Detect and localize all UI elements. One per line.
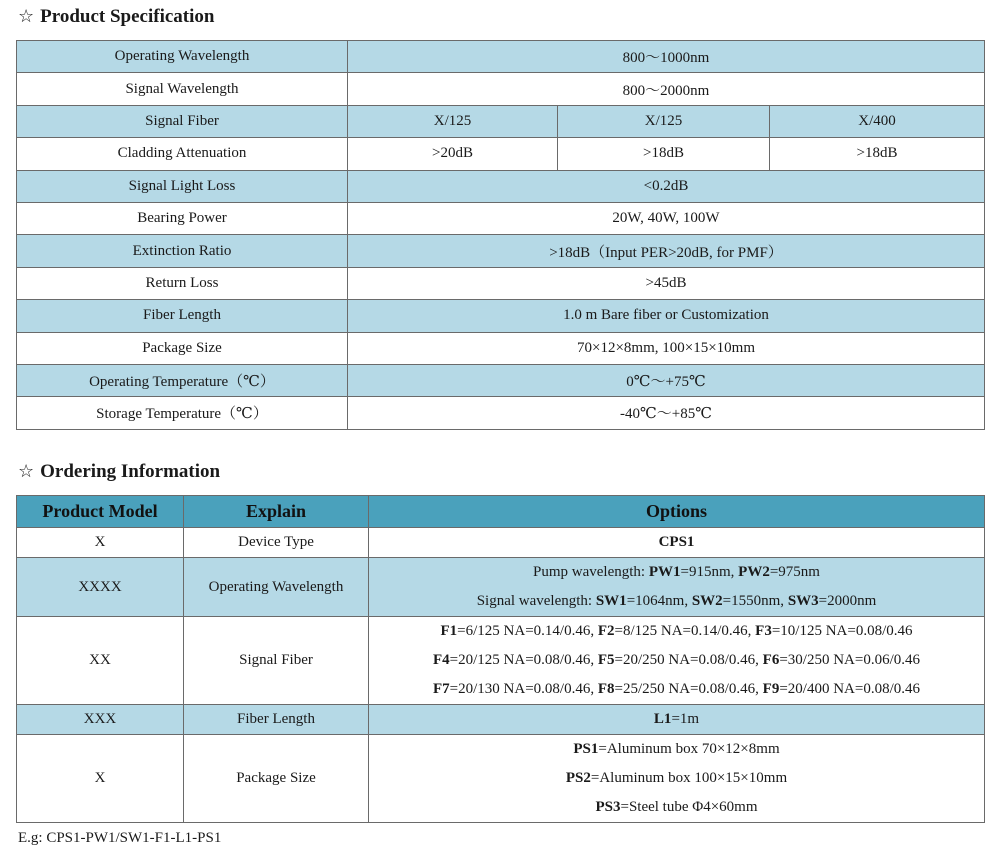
option-code: F7	[432, 681, 450, 697]
option-text: =Aluminum box 70×12×8mm	[598, 741, 780, 757]
explain-cell: Device Type	[184, 528, 369, 558]
spec-label: Bearing Power	[17, 202, 348, 234]
option-code: F5	[597, 652, 615, 668]
star-icon: ☆	[18, 461, 35, 482]
product-model-cell: XXX	[17, 705, 184, 735]
explain-cell: Signal Fiber	[184, 617, 369, 705]
option-code: CPS1	[658, 534, 695, 550]
explain-cell: Package Size	[184, 735, 369, 823]
spec-value: >18dB（Input PER>20dB, for PMF）	[348, 235, 985, 267]
spec-title-text: Product Specification	[40, 6, 215, 27]
spec-row	[17, 73, 985, 105]
option-line	[373, 558, 980, 587]
option-line	[373, 528, 980, 557]
spec-row	[17, 300, 985, 332]
spec-row	[17, 364, 985, 396]
spec-row	[17, 105, 985, 137]
option-code: F3	[755, 623, 772, 639]
ordering-row	[17, 735, 985, 823]
spec-label: Cladding Attenuation	[17, 138, 348, 170]
example-code: E.g: CPS1-PW1/SW1-F1-L1-PS1	[18, 830, 222, 846]
options-cell	[369, 558, 985, 617]
spec-label: Operating Wavelength	[17, 41, 348, 73]
header-options: Options	[369, 496, 985, 528]
spec-value: 800～2000nm	[348, 73, 985, 105]
spec-label: Fiber Length	[17, 300, 348, 332]
spec-value: >45dB	[348, 267, 985, 299]
option-code: F4	[432, 652, 450, 668]
spec-table	[16, 40, 985, 430]
option-text: =20/250 NA=0.08/0.46,	[614, 652, 763, 668]
options-cell	[369, 528, 985, 558]
option-text: =8/125 NA=0.14/0.46,	[614, 623, 756, 639]
spec-row	[17, 138, 985, 170]
ordering-row	[17, 528, 985, 558]
spec-value: 800～1000nm	[348, 41, 985, 73]
spec-row	[17, 332, 985, 364]
star-icon: ☆	[18, 6, 35, 27]
ordering-row	[17, 705, 985, 735]
option-text: =20/400 NA=0.08/0.46	[779, 681, 921, 697]
option-line	[373, 793, 980, 822]
spec-value: 1.0 m Bare fiber or Customization	[348, 300, 985, 332]
option-text: Pump wavelength:	[533, 564, 649, 580]
option-text: =1550nm,	[722, 593, 788, 609]
option-text: =1m	[671, 711, 700, 727]
spec-value: -40℃～+85℃	[348, 397, 985, 429]
spec-row	[17, 202, 985, 234]
spec-label: Signal Wavelength	[17, 73, 348, 105]
option-code: PS1	[573, 741, 599, 757]
spec-value: 0℃～+75℃	[348, 364, 985, 396]
spec-label: Return Loss	[17, 267, 348, 299]
option-code: SW3	[787, 593, 819, 609]
spec-label: Signal Fiber	[17, 105, 348, 137]
spec-value: 20W, 40W, 100W	[348, 202, 985, 234]
option-text: =Aluminum box 100×15×10mm	[590, 770, 788, 786]
option-text: =25/250 NA=0.08/0.46,	[614, 681, 763, 697]
ordering-row	[17, 617, 985, 705]
option-code: F8	[597, 681, 615, 697]
spec-value: 70×12×8mm, 100×15×10mm	[348, 332, 985, 364]
spec-label: Operating Temperature（℃）	[17, 364, 348, 396]
option-line	[373, 587, 980, 616]
option-line	[373, 705, 980, 734]
spec-row	[17, 41, 985, 73]
spec-label: Signal Light Loss	[17, 170, 348, 202]
spec-value: X/125	[558, 105, 770, 137]
ordering-section-title	[18, 460, 220, 484]
product-model-cell: XX	[17, 617, 184, 705]
spec-row	[17, 170, 985, 202]
option-code: SW2	[691, 593, 723, 609]
option-text: =20/125 NA=0.08/0.46,	[449, 652, 598, 668]
product-model-cell: X	[17, 528, 184, 558]
spec-value: >18dB	[770, 138, 985, 170]
option-code: PS2	[565, 770, 591, 786]
option-code: SW1	[595, 593, 627, 609]
ordering-table	[16, 495, 985, 823]
header-product-model: Product Model	[17, 496, 184, 528]
spec-label: Package Size	[17, 332, 348, 364]
option-line	[373, 675, 980, 704]
option-text: =10/125 NA=0.08/0.46	[771, 623, 913, 639]
option-code: PW1	[648, 564, 681, 580]
option-line	[373, 646, 980, 675]
spec-value: >20dB	[348, 138, 558, 170]
ordering-title-text: Ordering Information	[40, 461, 221, 482]
option-text: =6/125 NA=0.14/0.46,	[457, 623, 598, 639]
spec-row	[17, 267, 985, 299]
product-model-cell: X	[17, 735, 184, 823]
option-text: =30/250 NA=0.06/0.46	[779, 652, 921, 668]
option-line	[373, 735, 980, 764]
spec-section-title	[18, 5, 214, 29]
explain-cell: Fiber Length	[184, 705, 369, 735]
header-explain: Explain	[184, 496, 369, 528]
option-line	[373, 764, 980, 793]
spec-value: >18dB	[558, 138, 770, 170]
option-code: F6	[762, 652, 780, 668]
ordering-header-row	[17, 496, 985, 528]
option-code: F1	[440, 623, 458, 639]
spec-label: Extinction Ratio	[17, 235, 348, 267]
option-code: PS3	[595, 799, 621, 815]
option-code: L1	[653, 711, 672, 727]
options-cell	[369, 735, 985, 823]
option-text: =2000nm	[818, 593, 877, 609]
option-code: F9	[762, 681, 780, 697]
option-text: Signal wavelength:	[476, 593, 596, 609]
spec-row	[17, 235, 985, 267]
spec-value: X/125	[348, 105, 558, 137]
spec-row	[17, 397, 985, 429]
options-cell	[369, 705, 985, 735]
spec-value: X/400	[770, 105, 985, 137]
option-text: =975nm	[769, 564, 820, 580]
option-text: =Steel tube Φ4×60mm	[620, 799, 758, 815]
option-text: =1064nm,	[626, 593, 692, 609]
option-code: PW2	[738, 564, 770, 580]
option-text: =20/130 NA=0.08/0.46,	[449, 681, 598, 697]
ordering-row	[17, 558, 985, 617]
explain-cell: Operating Wavelength	[184, 558, 369, 617]
option-text: =915nm,	[680, 564, 739, 580]
options-cell	[369, 617, 985, 705]
product-model-cell: XXXX	[17, 558, 184, 617]
option-code: F2	[597, 623, 615, 639]
option-line	[373, 617, 980, 646]
spec-value: <0.2dB	[348, 170, 985, 202]
spec-label: Storage Temperature（℃）	[17, 397, 348, 429]
